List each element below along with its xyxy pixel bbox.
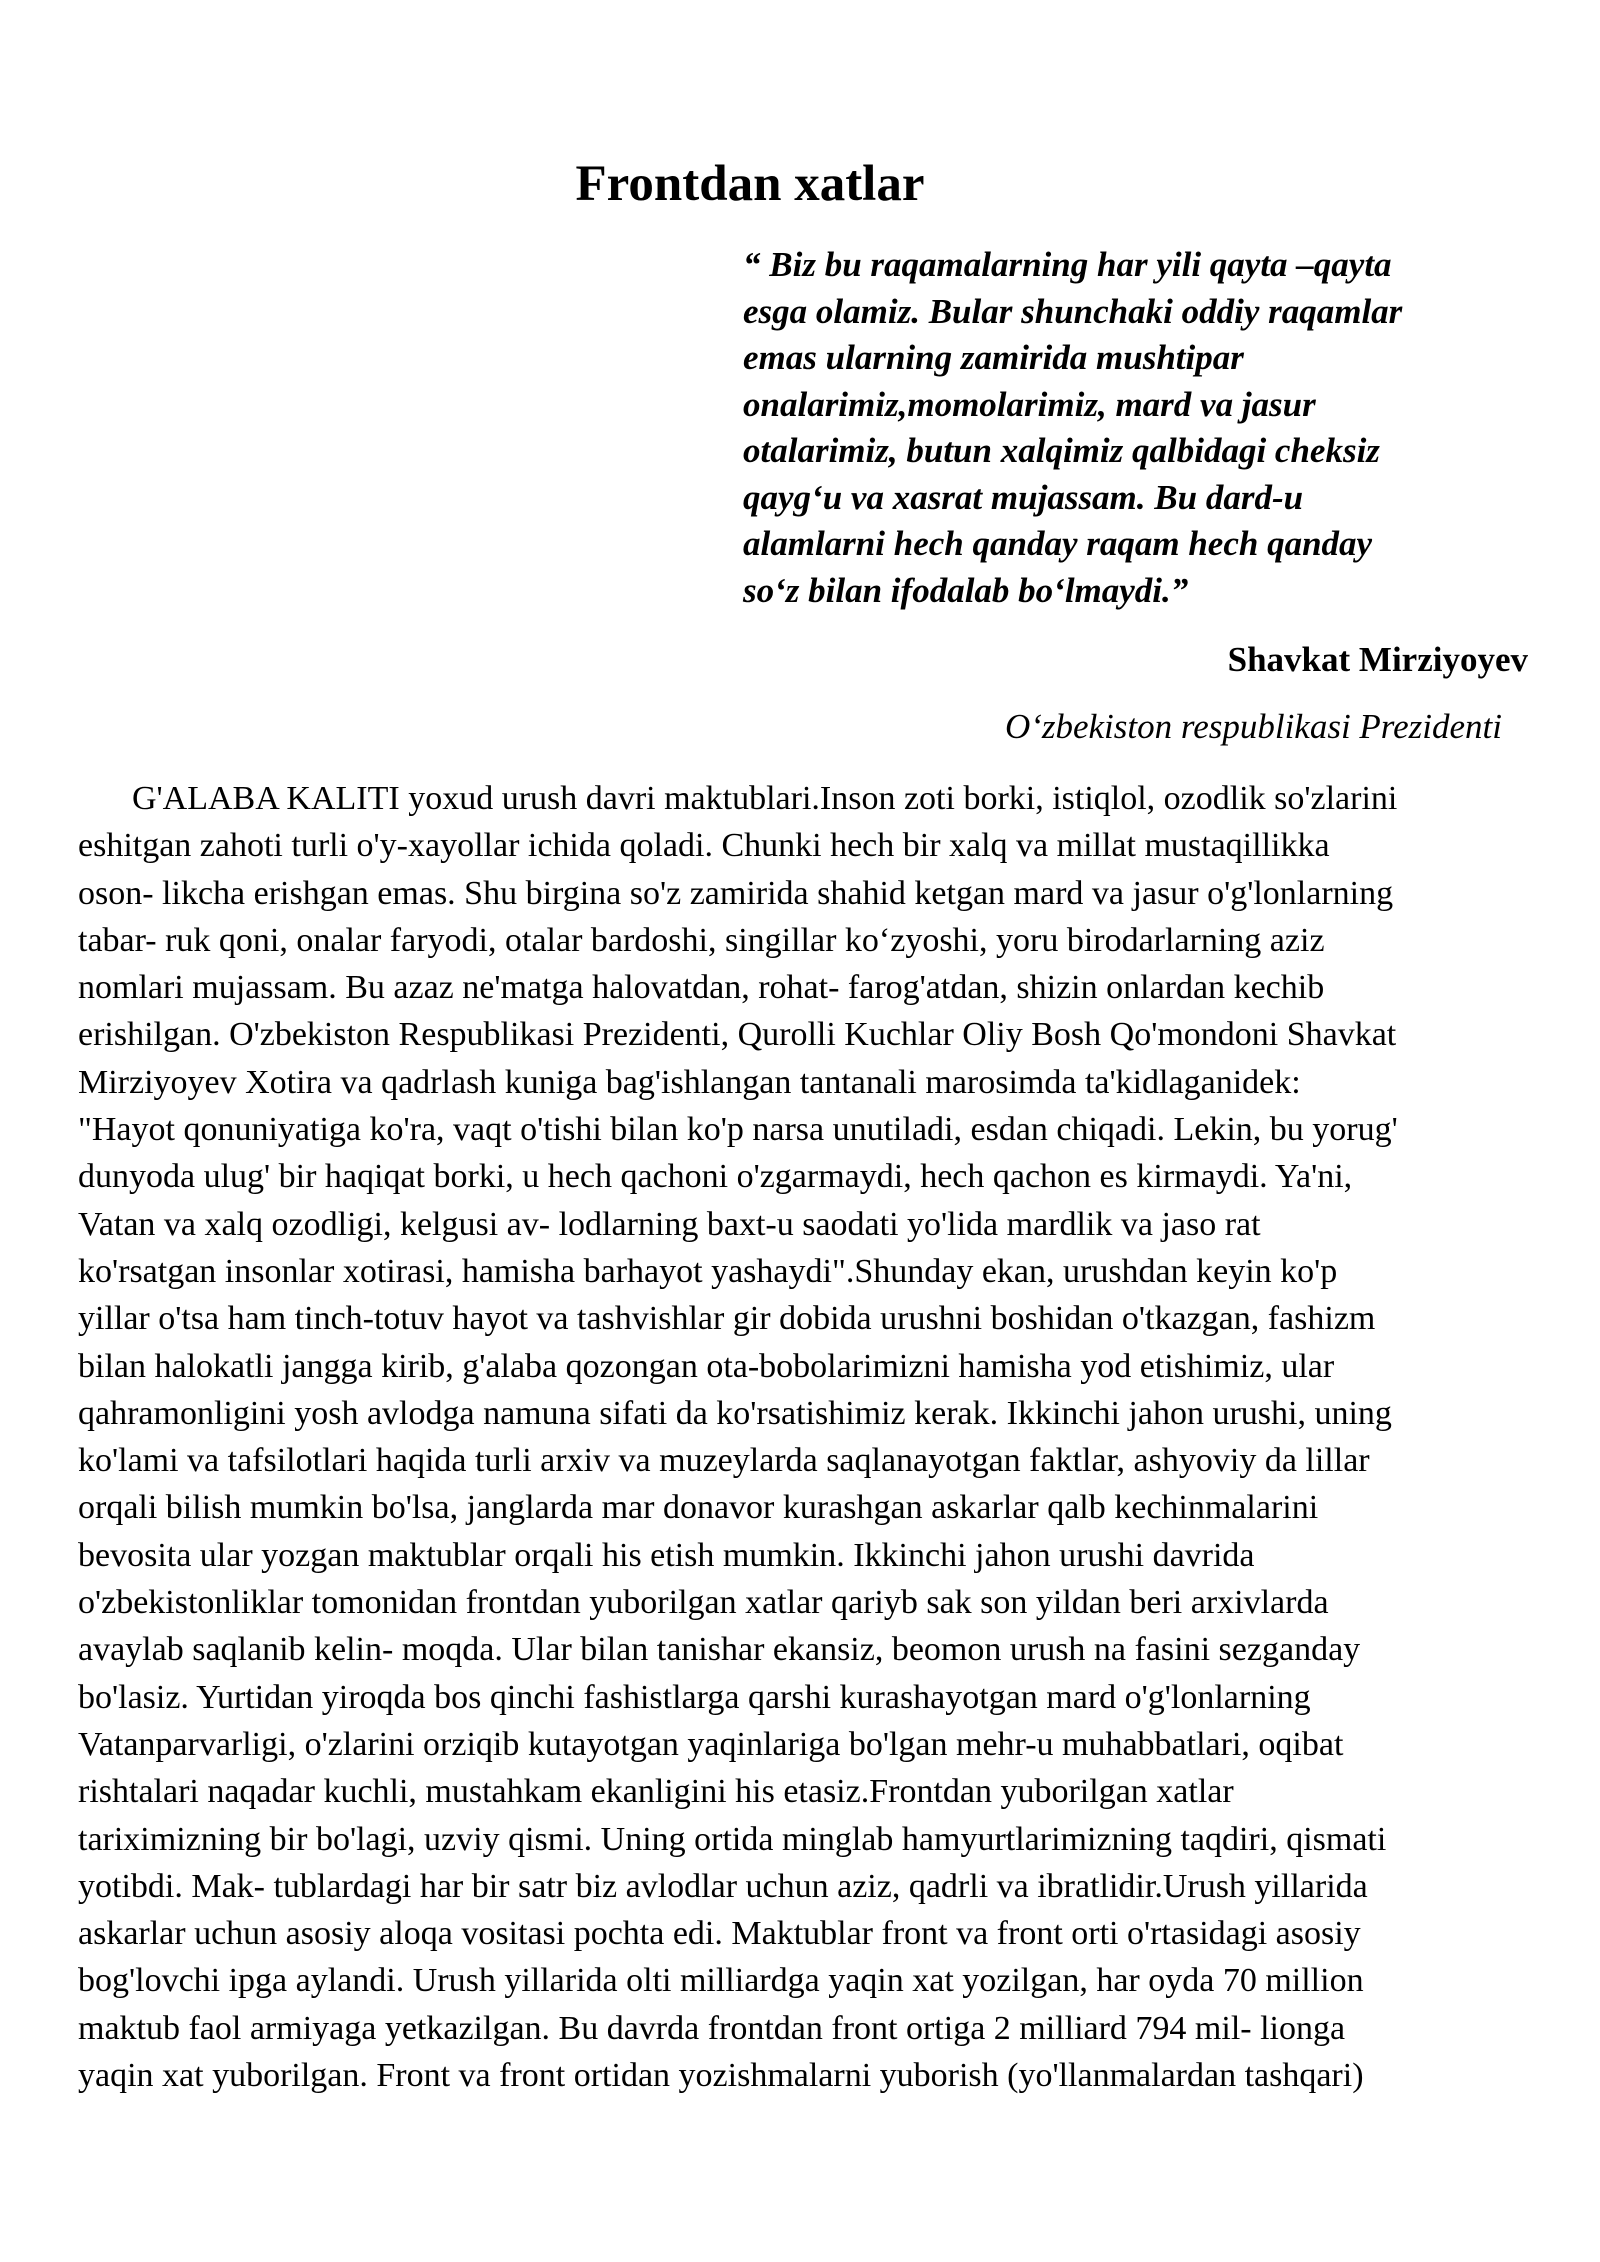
body-line: o'zbekistonliklar tomonidan frontdan yuborilgan xatlar qariyb sak son yildan beri arxivlarda (78, 1584, 1329, 1622)
body-line: ko'lami va tafsilotlari haqida turli arxiv va muzeylarda saqlanayotgan faktlar, ashyoviy da lillar (78, 1442, 1370, 1480)
body-line: yotibdi. Mak- tublardagi har bir satr biz avlodlar uchun aziz, qadrli va ibratlidir.Urush yillarida (78, 1867, 1368, 1905)
body-line: tabar- ruk qoni, onalar faryodi, otalar bardoshi, singillar ko‘zyoshi, yoru birodarlarning aziz (78, 921, 1325, 959)
body-line: tariximizning bir bo'lagi, uzviy qismi. Uning ortida minglab hamyurtlarimizning taqdiri, qismati (78, 1820, 1387, 1858)
body-line: G'ALABA KALITI yoxud urush davri maktublari.Inson zoti borki, istiqlol, ozodlik so'zlarini (132, 780, 1398, 817)
epigraph-line: emas ularning zamirida mushtipar (743, 338, 1244, 377)
body-line: bevosita ular yozgan maktublar orqali his etish mumkin. Ikkinchi jahon urushi davrida (78, 1536, 1255, 1574)
epigraph-line: esga olamiz. Bular shunchaki oddiy raqamlar (743, 291, 1403, 331)
epigraph-author-role: O‘zbekiston respublikasi Prezidenti (1004, 707, 1502, 746)
body-line: orqali bilish mumkin bo'lsa, janglarda mar donavor kurashgan askarlar qalb kechinmalarini (78, 1489, 1319, 1527)
epigraph-line: otalarimiz, butun xalqimiz qalbidagi cheksiz (743, 431, 1380, 470)
body-line: bilan halokatli jangga kirib, g'alaba qozongan ota-bobolarimizni hamisha yod etishimiz, ular (78, 1347, 1335, 1385)
body-line: Vatanparvarligi, o'zlarini orziqib kutayotgan yaqinlariga bo'lgan mehr-u muhabbatlari, oqibat (78, 1725, 1344, 1763)
page-title: Frontdan xatlar (575, 156, 925, 212)
body-line: "Hayot qonuniyatiga ko'ra, vaqt o'tishi bilan ko'p narsa unutiladi, esdan chiqadi. Lekin, bu yorug' (78, 1111, 1398, 1149)
body-line: dunyoda ulug' bir haqiqat borki, u hech qachoni o'zgarmaydi, hech qachon es kirmaydi. Ya'ni, (78, 1158, 1353, 1196)
epigraph-line: “ Biz bu raqamalarning har yili qayta –qayta (743, 245, 1392, 284)
epigraph-line: onalarimiz,momolarimiz, mard va jasur (743, 384, 1316, 424)
body-line: eshitgan zahoti turli o'y-xayollar ichida qoladi. Chunki hech bir xalq va millat mustaqillikka (78, 827, 1330, 865)
body-paragraph (78, 775, 1528, 2099)
body-line: nomlari mujassam. Bu azaz ne'matga halovatdan, rohat- farog'atdan, shizin onlardan kechib (78, 969, 1325, 1007)
body-line: yillar o'tsa ham tinch-totuv hayot va tashvishlar gir dobida urushni boshidan o'tkazgan, fashizm (78, 1300, 1376, 1338)
epigraph-author: Shavkat Mirziyoyev (1227, 640, 1528, 679)
body-line: askarlar uchun asosiy aloqa vositasi pochta edi. Maktublar front va front orti o'rtasidagi asosiy (78, 1915, 1361, 1953)
body-line: avaylab saqlanib kelin- moqda. Ular bilan tanishar ekansiz, beomon urush na fasini sezganday (78, 1631, 1361, 1669)
body-line: rishtalari naqadar kuchli, mustahkam ekanligini his etasiz.Frontdan yuborilgan xatlar (78, 1773, 1234, 1811)
epigraph-line: so‘z bilan ifodalab bo‘lmaydi.” (743, 570, 1189, 610)
epigraph-line: qayg‘u va xasrat mujassam. Bu dard-u (743, 477, 1304, 517)
body-line: ko'rsatgan insonlar xotirasi, hamisha barhayot yashaydi".Shunday ekan, urushdan keyin ko'p (78, 1252, 1338, 1290)
epigraph-line: alamlarni hech qanday raqam hech qanday (743, 524, 1373, 563)
body-line: Vatan va xalq ozodligi, kelgusi av- lodlarning baxt-u saodati yo'lida mardlik va jaso rat (78, 1205, 1261, 1243)
body-line: erishilgan. O'zbekiston Respublikasi Prezidenti, Qurolli Kuchlar Oliy Bosh Qo'mondoni Shavkat (78, 1016, 1397, 1054)
body-line: qahramonligini yosh avlodga namuna sifati da ko'rsatishimiz kerak. Ikkinchi jahon urushi, uning (78, 1394, 1392, 1432)
body-line: yaqin xat yuborilgan. Front va front ortidan yozishmalarni yuborish (yo'llanmalardan tashqari) (78, 2057, 1364, 2095)
body-line: oson- likcha erishgan emas. Shu birgina so'z zamirida shahid ketgan mard va jasur o'g'lonlarning (78, 874, 1394, 912)
body-line: maktub faol armiyaga yetkazilgan. Bu davrda frontdan front ortiga 2 milliard 794 mil- lionga (78, 2009, 1346, 2047)
body-line: bo'lasiz. Yurtidan yiroqda bos qinchi fashistlarga qarshi kurashayotgan mard o'g'lonlarning (78, 1678, 1311, 1716)
body-line: Mirziyoyev Xotira va qadrlash kuniga bag'ishlangan tantanali marosimda ta'kidlaganidek: (78, 1063, 1301, 1101)
epigraph-quote (743, 242, 1495, 614)
body-line: bog'lovchi ipga aylandi. Urush yillarida olti milliardga yaqin xat yozilgan, har oyda 70 million (78, 1962, 1364, 2000)
